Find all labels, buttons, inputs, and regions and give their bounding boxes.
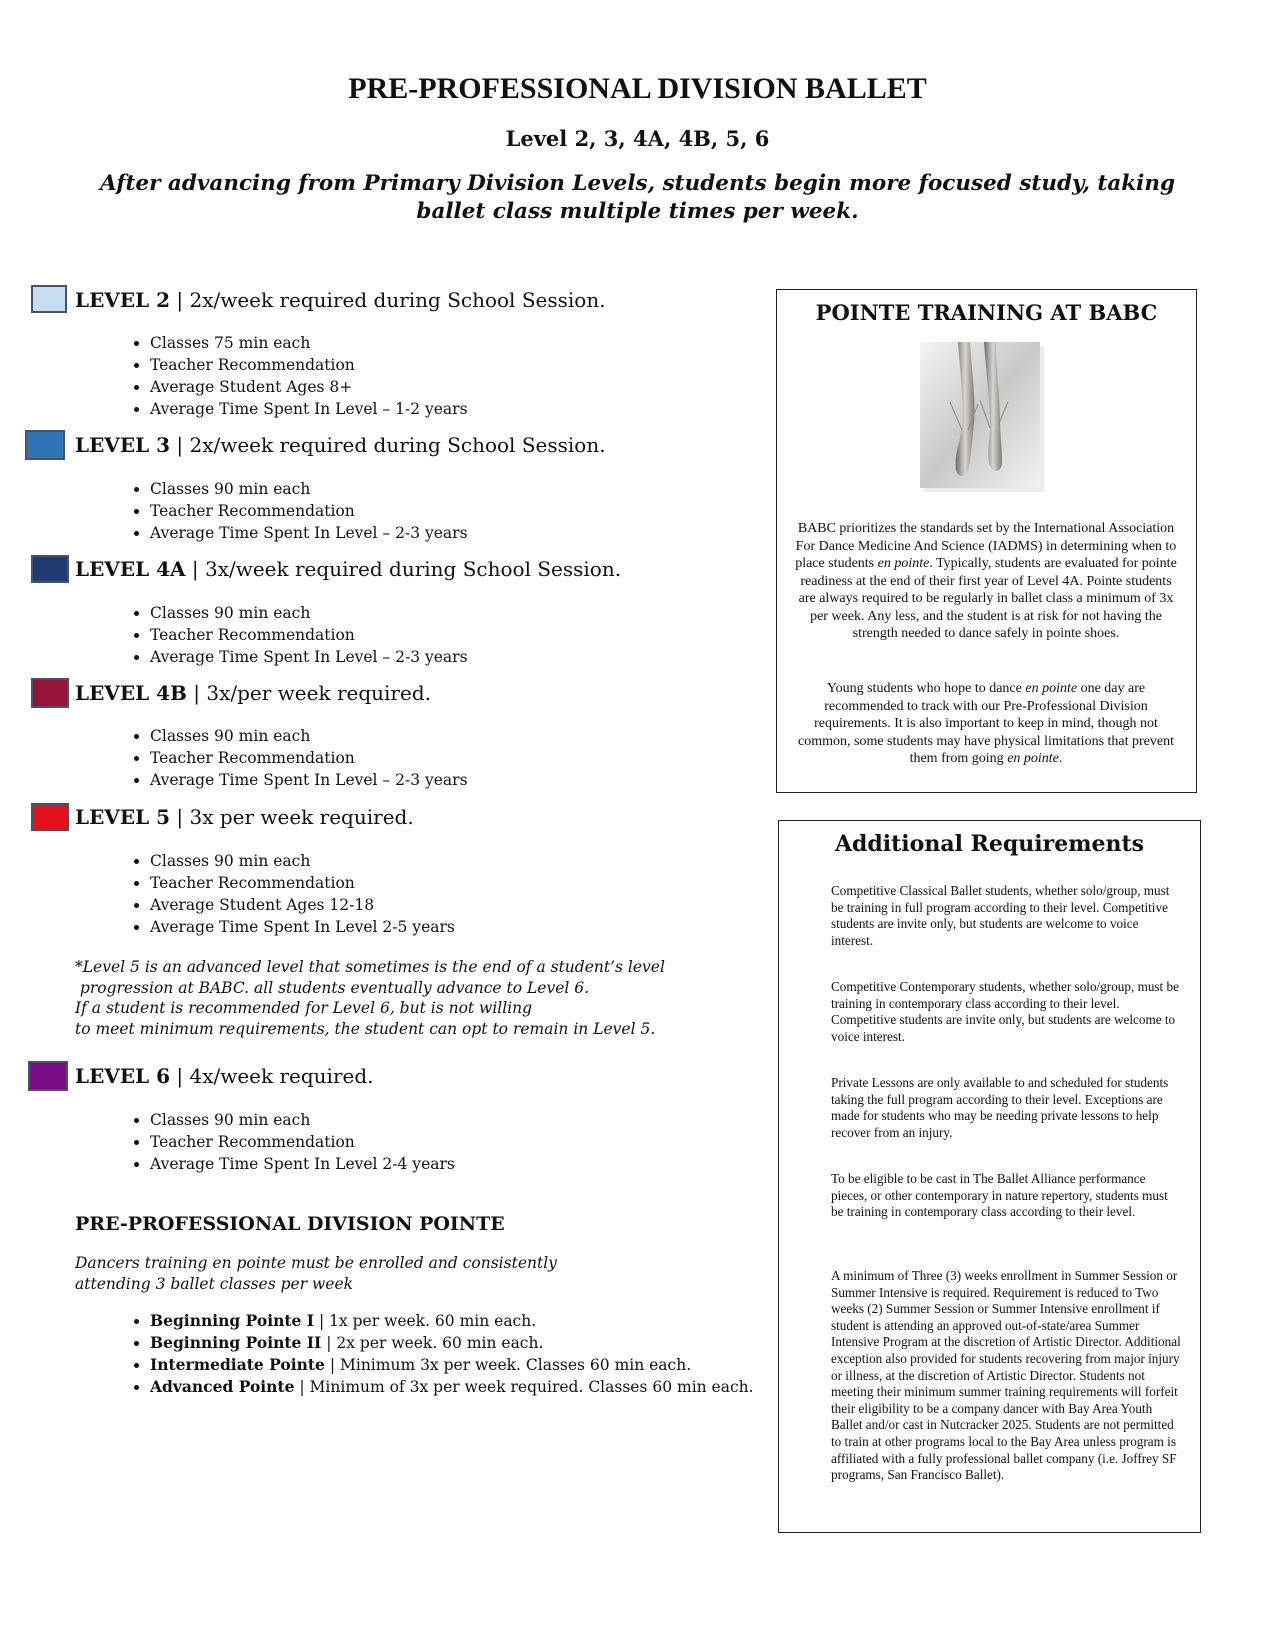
pointe-item-name: Intermediate Pointe <box>150 1355 325 1374</box>
list-item: • Classes 90 min each <box>150 850 455 872</box>
list-item: • Teacher Recommendation <box>150 1131 455 1153</box>
list-item: • Classes 90 min each <box>150 1109 455 1131</box>
list-item: • Teacher Recommendation <box>150 624 468 646</box>
requirement-item: Competitive Classical Ballet students, whether solo/group, must be training in full program according to their level. Competitive students are invite only, but students are welcome to voice interest. <box>831 883 1170 948</box>
note-line: *Level 5 is an advanced level that sometimes is the end of a student’s level <box>75 958 665 976</box>
list-item: • Average Student Ages 12-18 <box>150 894 455 916</box>
level-2-heading <box>75 288 606 312</box>
level-2-list <box>110 332 468 420</box>
requirement-item: A minimum of Three (3) weeks enrollment in Summer Session or Summer Intensive is required. Requirement is reduced to Two weeks (2) Summer Session or Summer Intensive enrollment if student is attending an approved out-of-state/area Summer Intensive Program at the discretion of Artistic Director. Additional exception also provided for students recovering from major injury or illness, at the discretion of Artistic Director. Students not meeting their minimum summer training requirements will forfeit their eligibility to be a company dancer with Bay Area Youth Ballet and/or cast in Nutcracker 2025. Students are not permitted to train at other programs local to the Bay Area unless program is affiliated with a fully professional ballet company (i.e. Joffrey SF programs, San Francisco Ballet). <box>831 1268 1181 1483</box>
list-item: • Average Time Spent In Level 2-4 years <box>150 1153 455 1175</box>
list-item: • Classes 90 min each <box>150 478 468 500</box>
additional-requirements-box <box>778 820 1201 1533</box>
level-4b-name: LEVEL 4B <box>75 681 187 705</box>
pointe-section-heading: PRE-PROFESSIONAL DIVISION POINTE <box>75 1213 505 1235</box>
pointe-training-title: POINTE TRAINING AT BABC <box>815 300 1158 325</box>
list-item: • Average Time Spent In Level – 2-3 years <box>150 769 468 791</box>
text-run: one day are recommended to track with our Pre-Professional Division requirements. It is also important to keep in mind, though not common, some students may have physical limitations that prevent them from going <box>798 681 1174 766</box>
requirement-item: To be eligible to be cast in The Ballet Alliance performance pieces, or other contemporary in nature repertory, students must be training in contemporary class according to their level. <box>831 1171 1168 1220</box>
pointe-item-desc: | 1x per week. 60 min each. <box>314 1312 537 1330</box>
text-run: Young students who hope to dance <box>826 681 1026 696</box>
text-run-italic: en pointe <box>877 556 930 571</box>
level-6-desc: | 4x/week required. <box>176 1064 374 1088</box>
level-2-desc: | 2x/week required during School Session. <box>176 288 606 312</box>
pointe-training-paragraph-2 <box>793 680 1179 768</box>
note-line: progression at BABC. all students eventually advance to Level 6. <box>75 978 590 997</box>
level-4a-color-swatch <box>31 555 69 583</box>
list-item <box>150 1354 754 1376</box>
pointe-item-name: Advanced Pointe <box>150 1377 295 1396</box>
list-item: • Teacher Recommendation <box>150 872 455 894</box>
level-6-heading <box>75 1064 374 1088</box>
note-line: attending 3 ballet classes per week <box>75 1275 354 1293</box>
page-subtitle: Level 2, 3, 4A, 4B, 5, 6 <box>505 126 770 151</box>
level-3-name: LEVEL 3 <box>75 433 171 457</box>
level-6-color-swatch <box>28 1061 68 1091</box>
level-4a-heading <box>75 557 621 581</box>
level-4a-name: LEVEL 4A <box>75 557 186 581</box>
text-run: . <box>1058 751 1063 766</box>
list-item: • Classes 90 min each <box>150 725 468 747</box>
level-2-color-swatch <box>31 285 67 313</box>
level-4b-list <box>110 725 468 791</box>
level-5-name: LEVEL 5 <box>75 805 171 829</box>
pointe-item-desc: | Minimum of 3x per week required. Classes 60 min each. <box>294 1378 754 1396</box>
text-run: . Typically, students are evaluated for pointe readiness at the end of their first year of Level 4A. Pointe students are always required to be regularly in ballet class a minimum of 3x per week. Any less, and the student is at risk for not having the strength needed to dance safely in pointe shoes. <box>798 556 1177 641</box>
list-item: • Average Student Ages 8+ <box>150 376 468 398</box>
list-item: • Classes 90 min each <box>150 602 468 624</box>
list-item: • Teacher Recommendation <box>150 500 468 522</box>
level-3-list <box>110 478 468 544</box>
list-item: • Average Time Spent In Level – 2-3 years <box>150 646 468 668</box>
pointe-item-desc: | Minimum 3x per week. Classes 60 min each. <box>324 1356 692 1374</box>
level-4a-desc: | 3x/week required during School Session. <box>191 557 622 581</box>
requirement-item: Competitive Contemporary students, whether solo/group, must be training in contemporary class according to their level. Competitive students are invite only, but students are welcome to voice interest. <box>831 979 1179 1044</box>
pointe-item-desc: | 2x per week. 60 min each. <box>321 1334 544 1352</box>
level-4b-desc: | 3x/per week required. <box>193 681 431 705</box>
list-item: • Teacher Recommendation <box>150 747 468 769</box>
pointe-training-box <box>776 289 1197 793</box>
list-item: • Average Time Spent In Level – 1-2 years <box>150 398 468 420</box>
level-3-heading <box>75 433 606 457</box>
text-run-italic: en pointe <box>1007 751 1059 766</box>
level-5-color-swatch <box>31 803 69 831</box>
list-item: • Classes 75 min each <box>150 332 468 354</box>
level-4a-list <box>110 602 468 668</box>
level-5-note <box>75 957 695 1039</box>
text-run: BABC prioritizes the standards set by the International Association For Dance Medicine And Science (IADMS) in determining when to place students <box>795 521 1177 571</box>
text-run-italic: en pointe <box>1025 681 1078 696</box>
list-item: • Average Time Spent In Level 2-5 years <box>150 916 455 938</box>
level-4b-color-swatch <box>31 678 69 708</box>
level-5-heading <box>75 805 414 829</box>
list-item <box>150 1332 754 1354</box>
pointe-list <box>110 1310 754 1398</box>
level-2-name: LEVEL 2 <box>75 288 171 312</box>
level-5-list <box>110 850 455 938</box>
level-5-desc: | 3x per week required. <box>176 805 414 829</box>
level-6-list <box>110 1109 455 1175</box>
additional-requirements-title: Additional Requirements <box>834 831 1145 857</box>
pointe-training-paragraph-1 <box>793 520 1179 643</box>
list-item <box>150 1310 754 1332</box>
page-title: PRE-PROFESSIONAL DIVISION BALLET <box>348 72 927 105</box>
pointe-section-note <box>75 1253 695 1295</box>
pointe-item-name: Beginning Pointe II <box>150 1333 322 1352</box>
level-4b-heading <box>75 681 431 705</box>
note-line: If a student is recommended for Level 6, but is not willing <box>75 999 533 1017</box>
requirement-item: Private Lessons are only available to and scheduled for students taking the full program according to their level. Exceptions are made for students who may be needing private lessons to help recover from an injury. <box>831 1075 1169 1140</box>
list-item: • Teacher Recommendation <box>150 354 468 376</box>
level-6-name: LEVEL 6 <box>75 1064 171 1088</box>
intro-text: After advancing from Primary Division Levels, students begin more focused study, taking ballet class multiple times per week. <box>99 171 1176 224</box>
list-item: • Average Time Spent In Level – 2-3 years <box>150 522 468 544</box>
pointe-shoes-image <box>920 342 1044 492</box>
list-item <box>150 1376 754 1398</box>
note-line: Dancers training en pointe must be enrolled and consistently <box>75 1254 557 1272</box>
level-3-color-swatch <box>25 430 65 460</box>
pointe-item-name: Beginning Pointe I <box>150 1311 315 1330</box>
level-3-desc: | 2x/week required during School Session. <box>176 433 606 457</box>
note-line: to meet minimum requirements, the student can opt to remain in Level 5. <box>75 1019 656 1038</box>
